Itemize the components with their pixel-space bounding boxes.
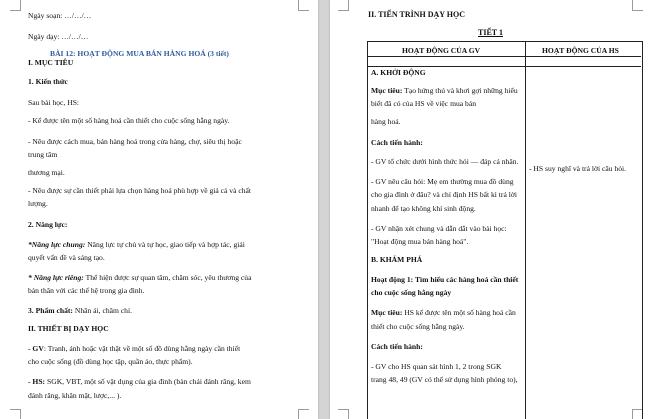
document-page-left [0, 0, 318, 419]
table-header-divider [367, 56, 641, 57]
student-equipment-line-2: đánh răng, khăn mặt, lược,... ). [28, 391, 122, 400]
student-equipment-text: SGK, VBT, một số vật dụng của gia đình (bàn chải đánh răng, kem [45, 377, 251, 386]
student-response: - HS suy nghĩ và trả lời câu hỏi. [529, 164, 627, 173]
specific-competence-line-1 [28, 273, 251, 283]
warmup-step-1: - GV tổ chức dưới hình thức hỏi — đáp cá nhân. [371, 157, 519, 166]
qualities-line [28, 306, 132, 316]
knowledge-item-2-line-3: thương mại. [28, 168, 65, 177]
text-after-lesson: Sau bài học, HS: [28, 98, 80, 107]
knowledge-item-1: - Kể được tên một số hàng hoá cần thiết cho cuộc sống hằng ngày. [28, 116, 230, 125]
document-page-right [330, 0, 650, 419]
student-equipment-line-1 [28, 377, 251, 387]
activity-1-title-line-2: cho cuộc sống hằng ngày [371, 288, 452, 297]
date-taught: Ngày dạy: …/…/… [28, 32, 89, 41]
crop-mark [338, 0, 349, 11]
qualities-label: 3. Phẩm chất: [28, 306, 73, 315]
warmup-procedure-heading: Cách tiến hành: [371, 138, 423, 147]
teacher-equipment-text: : Tranh, ảnh hoặc vật thật về một số đồ dùng hằng ngày cần thiết [43, 344, 241, 353]
activity-1-objective-line-1 [371, 308, 516, 318]
stage-warmup: A. KHỞI ĐỘNG [371, 68, 426, 77]
general-competence-line-2: quyết vấn đề và sáng tạo. [28, 253, 105, 262]
general-competence-line-1 [28, 240, 245, 250]
period-title: TIẾT 1 [478, 28, 503, 37]
section-objectives: I. MỤC TIÊU [28, 58, 74, 67]
activity-1-step-1-line-1: - GV cho HS quan sát hình 1, 2 trong SGK [371, 362, 502, 371]
warmup-objective-line-3: hàng hoá. [371, 117, 401, 126]
specific-competence-line-2: bản thân với các thế hệ trong gia đình. [28, 286, 145, 295]
date-prepared: Ngày soạn: …/…/… [28, 11, 92, 20]
knowledge-item-2-line-1: - Nêu được cách mua, bán hàng hoá trong cửa hàng, chợ, siêu thị hoặc [28, 137, 242, 146]
teacher-equipment-label: - GV [28, 344, 44, 353]
heading-competence: 2. Năng lực: [28, 220, 68, 229]
section-equipment: II. THIẾT BỊ DẠY HỌC [28, 324, 109, 333]
crop-mark [10, 409, 21, 419]
crop-mark [632, 0, 643, 11]
crop-mark [338, 409, 349, 419]
warmup-step-3-line-2: "Hoạt động mua bán hàng hoá". [371, 237, 469, 246]
crop-mark [298, 409, 309, 419]
activity-1-objective-line-2: thiết cho cuộc sống hằng ngày. [371, 322, 465, 331]
student-equipment-label: - HS: [28, 377, 46, 386]
warmup-step-2-line-1: - GV nêu câu hỏi: Mẹ em thường mua đồ dùng [371, 177, 514, 186]
knowledge-item-3-line-2: lượng. [28, 199, 48, 208]
activity-1-step-1-line-2: trang 48, 49 (GV có thể sử dụng hình phóng to), [371, 375, 518, 384]
crop-mark [298, 0, 309, 11]
activity-1-objective-text: HS kể được tên một số hàng hoá cần [402, 308, 516, 317]
heading-knowledge: 1. Kiến thức [28, 77, 68, 86]
header-student-activity: HOẠT ĐỘNG CỦA HS [542, 46, 619, 55]
table-column-divider [525, 41, 526, 419]
specific-competence-text: Thể hiện được sự quan tâm, chăm sóc, yêu thương của [83, 273, 252, 282]
activity-1-objective-label: Mục tiêu: [371, 308, 403, 317]
stage-explore: B. KHÁM PHÁ [371, 255, 423, 264]
lesson-title: BÀI 12: HOẠT ĐỘNG MUA BÁN HÀNG HOÁ (3 tiết) [50, 49, 229, 58]
warmup-step-2-line-2: cho gia đình ở đâu? và chỉ định HS bất kì trả lời [371, 190, 517, 199]
knowledge-item-2-line-2: trung tâm [28, 150, 58, 159]
activity-1-procedure-heading: Cách tiến hành: [371, 342, 423, 351]
specific-competence-label: * Năng lực riêng: [28, 273, 84, 282]
table-row-divider [367, 66, 641, 67]
header-teacher-activity: HOẠT ĐỘNG CỦA GV [402, 46, 481, 55]
crop-mark [10, 0, 21, 11]
qualities-text: Nhân ái, chăm chỉ. [72, 306, 132, 315]
warmup-objective-line-1 [371, 86, 518, 96]
warmup-step-2-line-3: nhanh để tạo không khí sinh động. [371, 204, 476, 213]
general-competence-text: Năng lực tự chủ và tự học, giao tiếp và hợp tác, giải [85, 240, 245, 249]
teacher-equipment-line-1 [28, 344, 240, 354]
activity-1-title-line-1: Hoạt động 1: Tìm hiểu các hàng hoá cần thiết [371, 275, 519, 284]
warmup-objective-line-2: biết đã có của HS về việc mua bán [371, 99, 477, 108]
teacher-equipment-line-2: cho cuộc sống (đồ dùng học tập, quần áo, thực phẩm). [28, 357, 193, 366]
section-process: II. TIẾN TRÌNH DẠY HỌC [368, 10, 465, 19]
warmup-objective-text: Tạo hứng thú và khơi gợi những hiểu [402, 86, 518, 95]
warmup-objective-label: Mục tiêu: [371, 86, 403, 95]
knowledge-item-3-line-1: - Nêu được sự cần thiết phải lựa chọn hàng hoá phù hợp về giá cả và chất [28, 186, 252, 195]
general-competence-label: *Năng lực chung: [28, 240, 86, 249]
warmup-step-3-line-1: - GV nhận xét chung và dẫn dắt vào bài học: [371, 224, 507, 233]
